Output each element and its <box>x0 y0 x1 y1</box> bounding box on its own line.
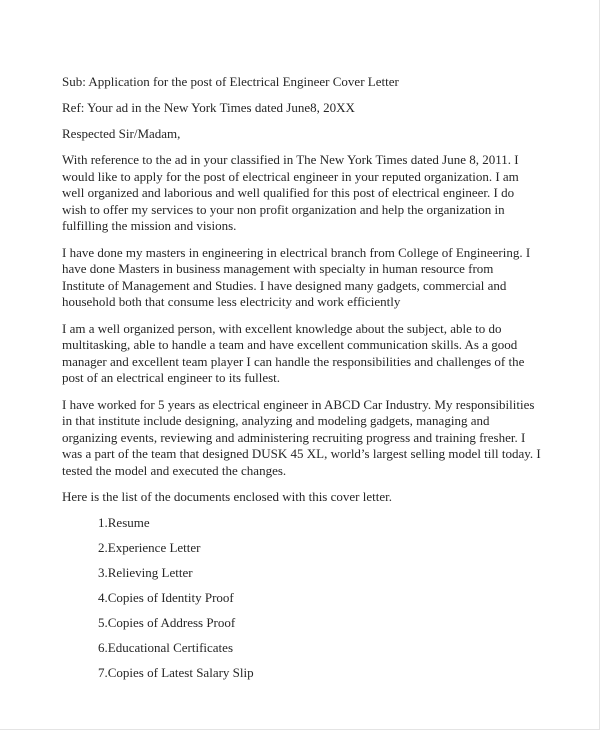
paragraph-line: post of an electrical engineer to its fullest. <box>62 370 281 385</box>
enclosure-item-salary-slip: 7.Copies of Latest Salary Slip <box>98 665 254 680</box>
enclosure-intro: Here is the list of the documents enclosed with this cover letter. <box>62 489 392 504</box>
salutation: Respected Sir/Madam, <box>62 126 181 141</box>
paragraph-line: in that institute include designing, analyzing and modeling gadgets, managing and <box>62 413 490 428</box>
paragraph-introduction <box>62 152 540 235</box>
paragraph-experience <box>62 397 540 480</box>
enclosure-item-identity-proof: 4.Copies of Identity Proof <box>98 590 234 605</box>
paragraph-skills <box>62 321 540 387</box>
enclosure-item-relieving-letter: 3.Relieving Letter <box>98 565 193 580</box>
enclosure-list <box>62 515 540 690</box>
paragraph-education <box>62 245 540 311</box>
paragraph-line: well organized and laborious and well qualified for this post of electrical engineer. I do <box>62 185 515 200</box>
enclosure-item-resume: 1.Resume <box>98 515 150 530</box>
paragraph-line: would like to apply for the post of electrical engineer in your reputed organization. I am <box>62 168 519 184</box>
paragraph-line: Institute of Management and Studies. I have designed many gadgets, commercial and <box>62 277 507 293</box>
enclosure-item-experience-letter: 2.Experience Letter <box>98 540 201 555</box>
paragraph-line: manager and excellent team player I can handle the responsibilities and challenges of the <box>62 353 525 369</box>
enclosure-item-educational-certificates: 6.Educational Certificates <box>98 640 234 655</box>
paragraph-line: household both that consume less electricity and work efficiently <box>62 294 401 309</box>
paragraph-line: tested the model and executed the changes. <box>62 462 287 478</box>
paragraph-line: fulfilling the mission and visions. <box>62 218 237 233</box>
paragraph-line: have done Masters in business management with specialty in human resource from <box>62 261 494 276</box>
paragraph-line: I have worked for 5 years as electrical engineer in ABCD Car Industry. My responsibilities <box>62 396 535 412</box>
reference-line: Ref: Your ad in the New York Times dated June8, 20XX <box>62 100 355 115</box>
paragraph-line: was a part of the team that designed DUSK 45 XL, world’s largest selling model till today. I <box>62 446 541 461</box>
paragraph-line: With reference to the ad in your classified in The New York Times dated June 8, 2011. I <box>62 152 519 167</box>
paragraph-line: I have done my masters in engineering in electrical branch from College of Engineering. I <box>62 244 531 260</box>
paragraph-line: organizing events, reviewing and administering recruiting progress and training fresher. I <box>62 429 526 445</box>
paragraph-line: multitasking, able to handle a team and have excellent communication skills. As a good <box>62 337 518 352</box>
paragraph-line: wish to offer my services to your non profit organization and help the organization in <box>62 201 505 217</box>
subject-line: Sub: Application for the post of Electrical Engineer Cover Letter <box>62 74 399 89</box>
enclosure-item-address-proof: 5.Copies of Address Proof <box>98 615 236 630</box>
paragraph-line: I am a well organized person, with excellent knowledge about the subject, able to do <box>62 320 502 336</box>
letter-body <box>62 74 540 690</box>
